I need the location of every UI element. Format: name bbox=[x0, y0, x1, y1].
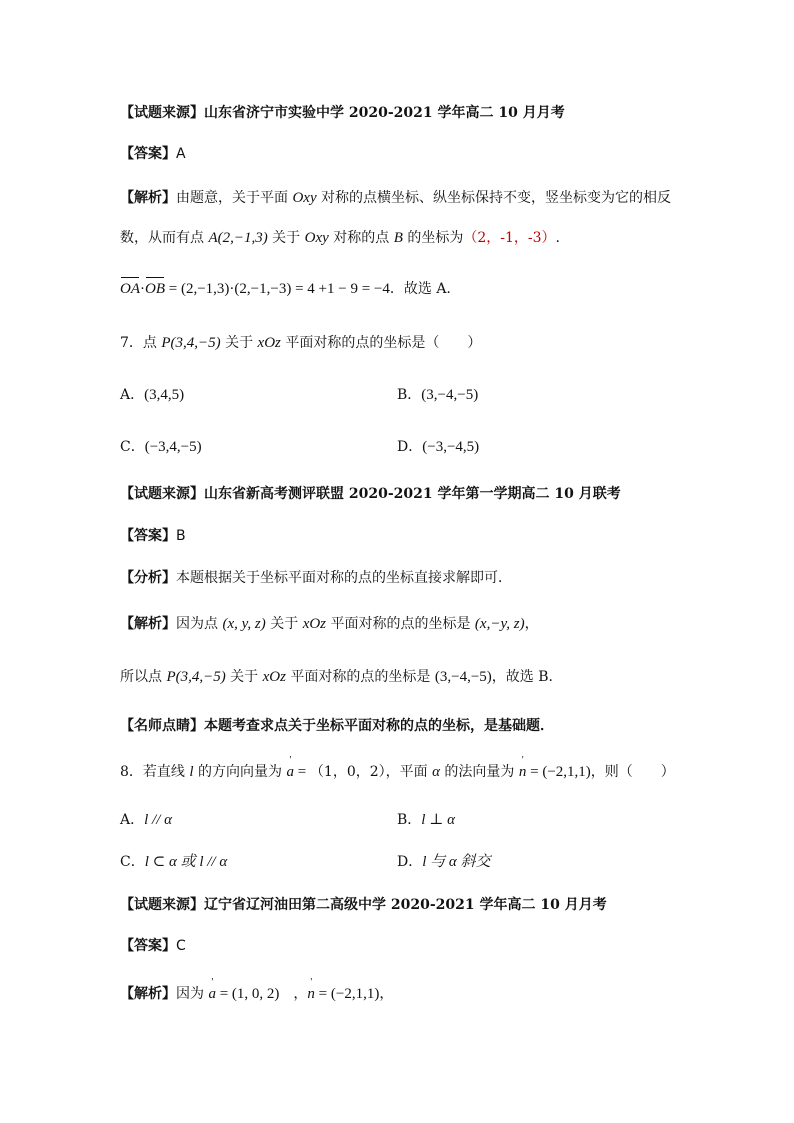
source-text: 山东省新高考测评联盟 2020-2021 学年第一学期高二 10 月联考 bbox=[204, 486, 621, 502]
q8-option-a[interactable] bbox=[120, 809, 172, 831]
text: . bbox=[555, 230, 560, 246]
plane-label: Oxy bbox=[304, 230, 329, 246]
text: ，平面 bbox=[385, 764, 433, 780]
vector-a-value: （1，0，2） bbox=[309, 764, 386, 780]
q8-answer-line bbox=[120, 936, 186, 956]
comment-tag: 【名师点睛】 bbox=[120, 718, 204, 734]
text: 平面对称的点的坐标是 bbox=[285, 669, 435, 685]
point-P: P(3,4,−5) bbox=[166, 669, 226, 685]
text: 所以点 bbox=[120, 669, 167, 685]
analysis-tag: 【解析】 bbox=[120, 190, 176, 206]
text: 本题根据关于坐标平面对称的点的坐标直接求解即可． bbox=[176, 570, 512, 586]
answer-value: B bbox=[176, 528, 186, 544]
point-P: P(3,4,−5) bbox=[161, 335, 221, 351]
q7-option-c[interactable] bbox=[120, 436, 202, 458]
q7-fenxi-line bbox=[120, 568, 512, 588]
text: 因为点 bbox=[176, 616, 223, 632]
question-number: 8．若直线 bbox=[120, 764, 190, 780]
option-label: D． bbox=[397, 854, 423, 870]
option-label: A． bbox=[120, 812, 145, 828]
answer-value: C bbox=[176, 938, 186, 954]
coordinate-red: （2，-1，-3） bbox=[463, 230, 556, 246]
text: 关于 bbox=[220, 335, 258, 351]
option-label: C． bbox=[120, 439, 145, 455]
text: 对称的点横坐标、纵坐标保持不变，竖坐标变为它的相反 bbox=[316, 190, 672, 206]
plane-label: xOz bbox=[257, 335, 281, 351]
source-text: 山东省济宁市实验中学 2020-2021 学年高二 10 月月考 bbox=[204, 105, 565, 121]
q6-analysis-line2 bbox=[120, 228, 560, 248]
option-value: l // α bbox=[144, 812, 173, 828]
point-result: (3,−4,−5) bbox=[434, 669, 492, 685]
q7-option-a[interactable] bbox=[120, 384, 184, 406]
q8-option-c[interactable] bbox=[120, 851, 227, 873]
q6-analysis-line1 bbox=[120, 188, 671, 208]
option-value: (3,4,5) bbox=[144, 387, 185, 403]
vector-a-value: = (1, 0, 2) bbox=[215, 986, 280, 1002]
text: ， bbox=[379, 986, 394, 1002]
vector-a: ' a bbox=[286, 762, 294, 782]
q7-option-b[interactable] bbox=[397, 384, 478, 406]
answer-tag: 【答案】 bbox=[120, 146, 176, 162]
option-label: B． bbox=[397, 387, 422, 403]
q7-option-d[interactable] bbox=[397, 436, 479, 458]
option-label: D． bbox=[397, 439, 423, 455]
q7-answer-line bbox=[120, 526, 186, 546]
text: 的方向向量为 bbox=[193, 764, 287, 780]
separator: ， bbox=[279, 986, 308, 1002]
answer-value: A bbox=[176, 146, 186, 162]
text: 平面对称的点的坐标是（ ） bbox=[280, 335, 482, 351]
option-label: A． bbox=[120, 387, 145, 403]
comment-text: 本题考查求点关于坐标平面对称的点的坐标，是基础题． bbox=[204, 718, 554, 734]
plane-alpha: α bbox=[432, 764, 440, 780]
text: ，故选 B． bbox=[491, 669, 563, 685]
question-number: 7．点 bbox=[120, 335, 162, 351]
line-l: l bbox=[189, 764, 194, 780]
vector-n-value: = (−2,1,1) bbox=[526, 764, 591, 780]
vector-OB: OB bbox=[145, 281, 165, 297]
plane-label: xOz bbox=[302, 616, 327, 632]
text: 对称的点 bbox=[328, 230, 394, 246]
q8-source-line bbox=[120, 895, 607, 915]
option-value: l 与 α 斜交 bbox=[422, 854, 491, 870]
source-text: 辽宁省辽河油田第二高级中学 2020-2021 学年高二 10 月月考 bbox=[204, 897, 607, 913]
q7-stem bbox=[120, 333, 481, 353]
answer-tag: 【答案】 bbox=[120, 938, 176, 954]
point-result: (x,−y, z) bbox=[474, 616, 525, 632]
text: ， bbox=[524, 616, 539, 632]
text: ，则（ ） bbox=[590, 764, 675, 780]
equals: = bbox=[293, 764, 310, 780]
plane-label: xOz bbox=[262, 669, 286, 685]
vector-OA: OA bbox=[120, 281, 140, 297]
vector-n-value: = (−2,1,1) bbox=[314, 986, 380, 1002]
q8-option-d[interactable] bbox=[397, 851, 491, 873]
vector-n: ' n bbox=[519, 762, 527, 782]
text: 由题意，关于平面 bbox=[176, 190, 293, 206]
option-value: (−3,−4,5) bbox=[422, 439, 480, 455]
analysis-tag: 【分析】 bbox=[120, 570, 176, 586]
point-A: A(2,−1,3) bbox=[208, 230, 268, 246]
text: 关于 bbox=[267, 230, 305, 246]
q6-answer-line bbox=[120, 144, 186, 164]
text: 的坐标为 bbox=[402, 230, 464, 246]
analysis-tag: 【解析】 bbox=[120, 616, 176, 632]
option-value: (3,−4,−5) bbox=[421, 387, 479, 403]
q7-comment-line bbox=[120, 716, 554, 736]
text: 关于 bbox=[265, 616, 303, 632]
q6-dot-product-line bbox=[120, 279, 451, 299]
q8-stem bbox=[120, 762, 675, 782]
dot-expression: = (2,−1,3)·(2,−1,−3) = 4 +1 − 9 = −4 bbox=[165, 281, 390, 297]
option-label: C． bbox=[120, 854, 145, 870]
source-tag: 【试题来源】 bbox=[120, 486, 204, 502]
q7-analysis-line1 bbox=[120, 614, 539, 634]
q6-source-line bbox=[120, 103, 565, 123]
option-value: l ⊂ α 或 l // α bbox=[144, 854, 228, 870]
plane-label: Oxy bbox=[292, 190, 317, 206]
q7-analysis-line2 bbox=[120, 667, 563, 687]
answer-tag: 【答案】 bbox=[120, 528, 176, 544]
vector-a: ' a bbox=[208, 984, 216, 1004]
point-B: B bbox=[393, 230, 403, 246]
source-tag: 【试题来源】 bbox=[120, 105, 204, 121]
source-tag: 【试题来源】 bbox=[120, 897, 204, 913]
text: ．故选 A. bbox=[389, 281, 451, 297]
q8-analysis-line1 bbox=[120, 984, 393, 1004]
q8-option-b[interactable] bbox=[397, 809, 455, 831]
analysis-tag: 【解析】 bbox=[120, 986, 176, 1002]
text: 的法向量为 bbox=[439, 764, 519, 780]
option-label: B． bbox=[397, 812, 422, 828]
q7-source-line bbox=[120, 484, 621, 504]
text: 平面对称的点的坐标是 bbox=[326, 616, 475, 632]
text: 数，从而有点 bbox=[120, 230, 209, 246]
text: 因为 bbox=[176, 986, 209, 1002]
text: 关于 bbox=[225, 669, 263, 685]
option-value: l ⊥ α bbox=[421, 812, 455, 828]
option-value: (−3,4,−5) bbox=[144, 439, 202, 455]
point-xyz: (x, y, z) bbox=[222, 616, 266, 632]
dot: · bbox=[140, 281, 145, 297]
vector-n: ' n bbox=[307, 984, 315, 1004]
